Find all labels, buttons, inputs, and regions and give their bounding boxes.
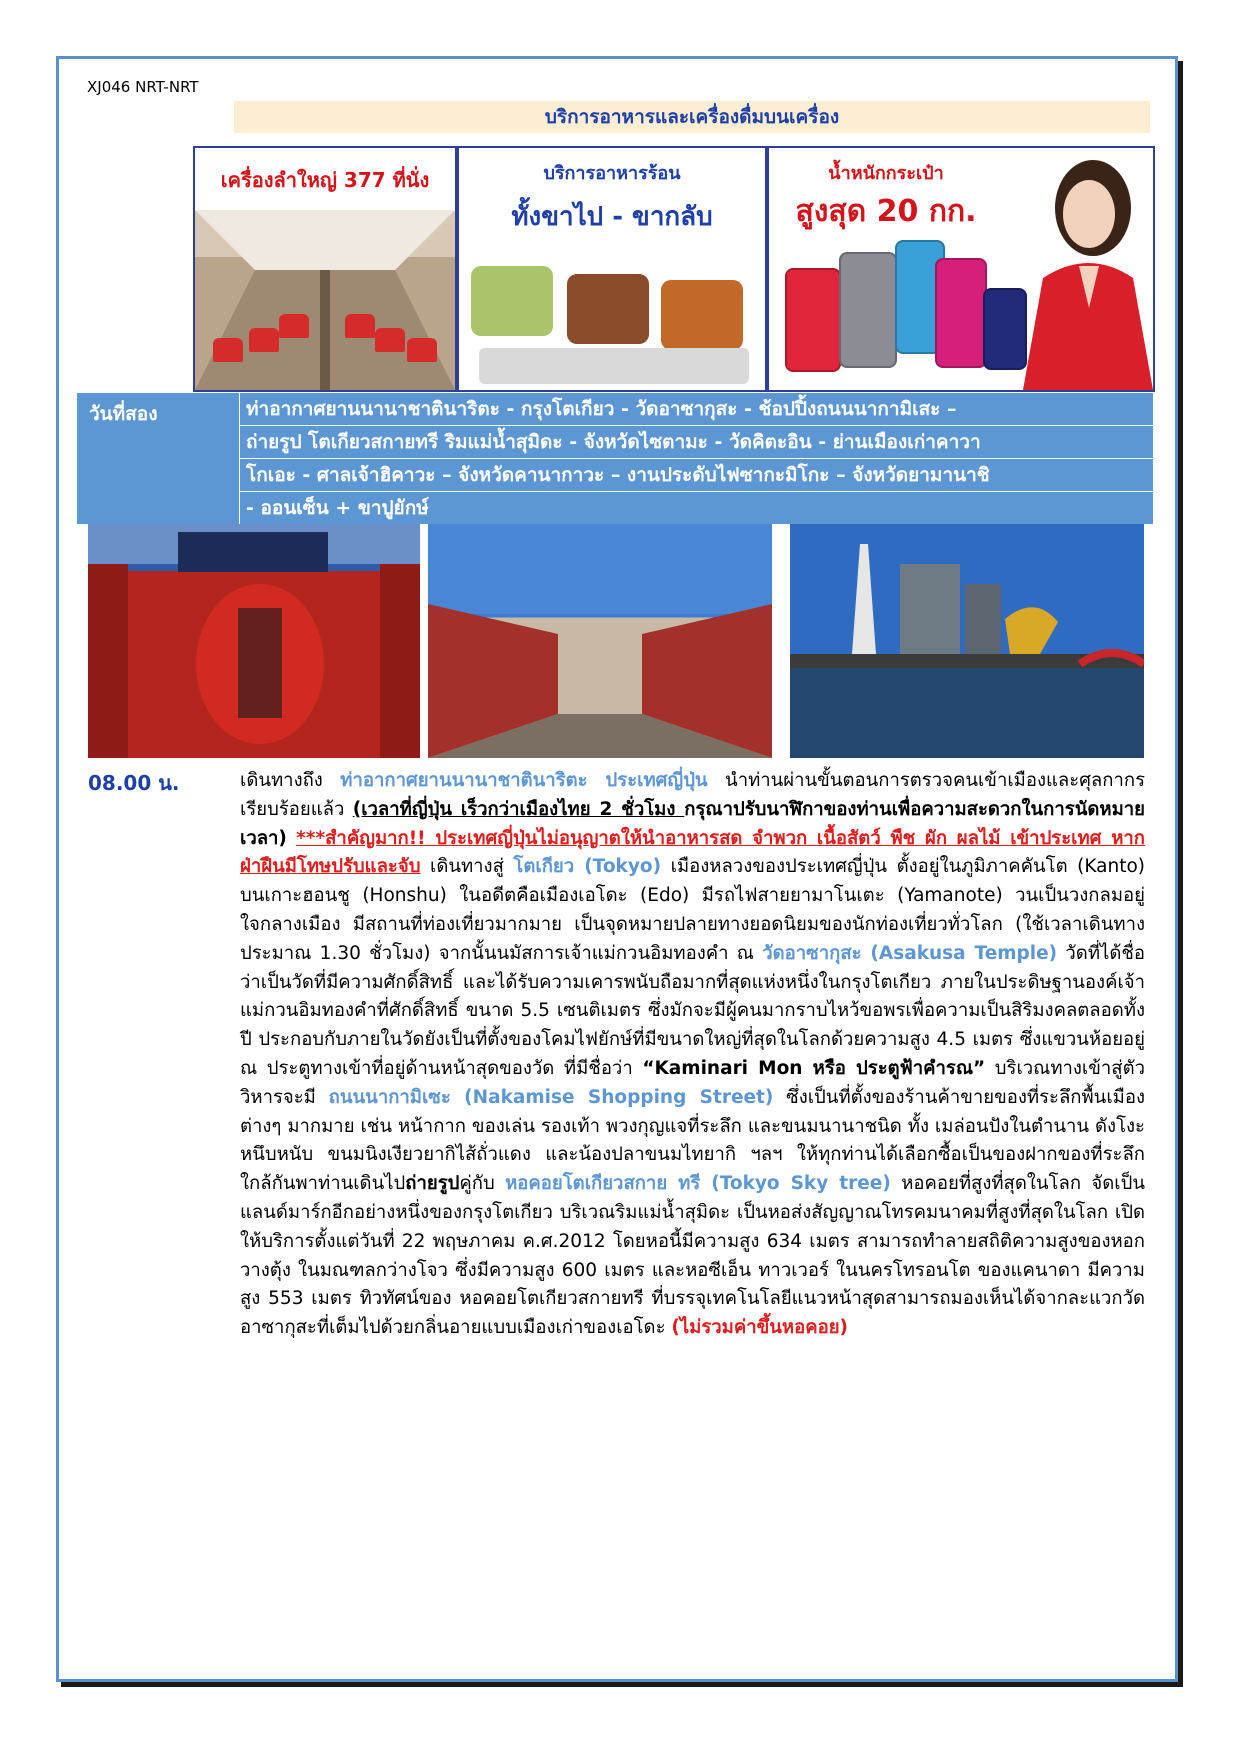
text-run: คู่กับ: [459, 1173, 506, 1195]
text-run: หอคอยที่สูงที่สุดในโลก จัดเป็นแลนด์มาร์กอีกอย่างหนึ่งของกรุงโตเกียว บริเวณริมแม่น้ำสุมิดะ เป็นหอส่งสัญญาณโทรคมนาคมที่สูงที่สุดในโลก เปิดให้บริการตั้งแต่วันที่ 22 พฤษภาคม ค.ศ.2012 โดยหอนี้มีความสูง 634 เมตร สามารถทำลายสถิติความสูงของหอกวางตุ้ง ในมณฑลกว่างโจว ซึ่งมีความสูง 600 เมตร และหอซีเอ็น ทาวเวอร์ ในนครโทรอนโต ของแคนาดา มีความสูง 553 เมตร ทิวทัศน์ของ หอคอยโตเกียวสกายทรี ที่บรรจุเทคโนโลยีแนวหน้าสุดสามารถมองเห็นได้จากละแวกวัดอาซากุสะที่เต็มไปด้วยกลิ่นอายแบบเมืองเก่าของเอโดะ: [240, 1173, 1145, 1339]
aircraft-promo-title: เครื่องลำใหญ่ 377 ที่นั่ง: [220, 168, 430, 192]
watch-adjust-note: กรุณาปรับนาฬิกาของท่านเพื่อความสะดวกในการนัดหมายเวลา): [240, 798, 1145, 849]
meal-dish-icon: [661, 280, 743, 350]
meal-promo-subtitle: ทั้งขาไป - ขากลับ: [511, 202, 713, 232]
meal-dish-icon: [567, 274, 649, 344]
suitcase-icon: [785, 268, 841, 372]
photo-stop-highlight: ถ่ายรูป: [405, 1173, 460, 1195]
time-difference-note: (เวลาที่ญี่ปุ่น เร็วกว่าเมืองไทย 2 ชั่วโมง: [352, 798, 685, 820]
meal-promo: [457, 146, 767, 392]
meal-promo-title: บริการอาหารร้อน: [543, 163, 681, 184]
text-run: [287, 828, 296, 849]
tokyo-highlight: โตเกียว (Tokyo): [513, 856, 662, 878]
tour-code: XJ046 NRT-NRT: [87, 78, 199, 96]
schedule-description: [240, 767, 1145, 1343]
seat-icon: [407, 338, 437, 362]
seat-icon: [375, 328, 405, 352]
text-run: เมืองหลวงของประเทศญี่ปุ่น ตั้งอยู่ในภูมิภาคคันโต (Kanto) บนเกาะฮอนชู (Honshu) ในอดีตคือเมืองเอโดะ (Edo) มีรถไฟสายยามาโนเตะ (Yamanote) วนเป็นวงกลมอยู่ใจกลางเมือง มีสถานที่ท่องเที่ยวมากมาย เป็นจุดหมายปลายทางยอดนิยมของนักท่องเที่ยวทั่วโลก (ใช้เวลาเดินทางประมาณ 1.30 ชั่วโมง) จากนั้นนมัสการเจ้าแม่กวนอิมทองคำ ณ: [240, 856, 1145, 964]
text-run: บริเวณทางเข้าสู่ตัววิหารจะมี: [240, 1057, 1145, 1108]
food-import-warning: ***สำคัญมาก!! ประเทศญี่ปุ่นไม่อนุญาตให้นำอาหารสด จำพวก เนื้อสัตว์ พืช ผัก ผลไม้ เข้าประเทศ หากฝ่าฝืนมีโทษปรับและจับ: [240, 827, 1145, 878]
route-line: - ออนเซ็น + ขาปูยักษ์: [239, 492, 1153, 524]
cabin-seats-illustration: [195, 210, 455, 390]
seat-icon: [213, 338, 243, 362]
text-run: ซึ่งเป็นที่ตั้งของร้านค้าขายของที่ระลึกพื้นเมืองต่างๆ มากมาย เช่น หน้ากาก ของเล่น รองเท้า พวงกุญแจที่ระลึก และขนมนานาชนิด ทั้ง เมล่อนปังในตำนาน ดังโงะหนึบหนับ ขนมนิงเงียวยากิไส้ถั่วแดง และน้องปลาขนมไทยากิ ฯลฯ ให้ทุกท่านได้เลือกซื้อเป็นของฝากของที่ระลึก ใกล้กันพาท่านเดินไป: [240, 1086, 1145, 1195]
tokyo-skytree-photo: [790, 524, 1144, 758]
schedule-time: 08.00 น.: [88, 771, 180, 795]
text-run: เดินทางสู่: [420, 856, 514, 878]
day-itinerary-header: [77, 393, 1153, 524]
suitcase-icon: [935, 258, 987, 368]
promo-strip: [193, 146, 1151, 390]
meal-dish-icon: [471, 266, 553, 336]
route-line: ท่าอากาศยานนานาชาตินาริตะ - กรุงโตเกียว - วัดอาซากุสะ - ช้อปปิ้งถนนนากามิเสะ –: [239, 393, 1153, 426]
service-banner: บริการอาหารและเครื่องดื่มบนเครื่อง: [234, 101, 1150, 133]
asakusa-temple-highlight: วัดอาซากุสะ (Asakusa Temple): [762, 942, 1058, 964]
nakamise-street-photo: [428, 524, 772, 758]
day-route: [239, 393, 1153, 524]
day-label: วันที่สอง: [89, 403, 158, 425]
flight-attendant-illustration: [1003, 148, 1153, 390]
aircraft-promo: [193, 146, 457, 392]
text-run: นำท่านผ่านขั้นตอนการตรวจคนเข้าเมืองและศุลกากร เรียบร้อยแล้ว: [240, 770, 1146, 820]
route-line: ถ่ายรูป โตเกียวสกายทรี ริมแม่น้ำสุมิดะ - จังหวัดไซตามะ - วัดคิตะอิน - ย่านเมืองเก่าคาวา: [239, 426, 1153, 459]
tower-fee-excluded-note: (ไม่รวมค่าขึ้นหอคอย): [671, 1317, 849, 1339]
photo-strip: [88, 524, 1144, 758]
text-run: เดินทางถึง: [240, 770, 341, 791]
text-run: วัดที่ได้ชื่อว่าเป็นวัดที่มีความศักดิ์สิทธิ์ และได้รับความเคารพนับถือมากที่สุดแห่งหนึ่งในกรุงโตเกียว ภายในประดิษฐานองค์เจ้าแม่กวนอิมทองคำที่ศักดิ์สิทธิ์ ขนาด 5.5 เซนติเมตร ซึ่งมักจะมีผู้คนมากราบไหว้ขอพรเพื่อความเป็นสิริมงคลตลอดทั้งปี ประกอบกับภายในวัดยังเป็นที่ตั้งของโคมไฟยักษ์ที่มีขนาดใหญ่ที่สุดในโลกด้วยความสูง 4.5 เมตร ซึ่งแขวนห้อยอยู่ ณ ประตูทางเข้าที่อยู่ด้านหน้าสุดของวัด ที่มีชื่อว่า: [240, 942, 1145, 1079]
suitcase-icon: [839, 252, 897, 368]
tokyo-skytree-highlight: หอคอยโตเกียวสกาย ทรี (Tokyo Sky tree): [505, 1173, 891, 1195]
seat-icon: [345, 314, 375, 338]
meal-tray: [479, 348, 749, 384]
luggage-promo-limit: สูงสุด 20 กก.: [795, 194, 977, 229]
seat-icon: [279, 314, 309, 338]
luggage-promo-title: น้ำหนักกระเป๋า: [828, 163, 944, 184]
route-line: โกเอะ - ศาลเจ้าฮิคาวะ – จังหวัดคานากาวะ – งานประดับไฟซากะมิโกะ – จังหวัดยามานาชิ: [239, 459, 1153, 492]
nakamise-street-highlight: ถนนนากามิเซะ (Nakamise Shopping Street): [328, 1086, 774, 1108]
kaminari-mon-highlight: “Kaminari Mon หรือ ประตูฟ้าคำรณ”: [642, 1057, 986, 1079]
seat-icon: [249, 328, 279, 352]
kaminarimon-gate-photo: [88, 524, 420, 758]
luggage-promo: [767, 146, 1155, 392]
narita-airport-highlight: ท่าอากาศยานนานาชาตินาริตะ ประเทศญี่ปุ่น: [340, 770, 708, 791]
